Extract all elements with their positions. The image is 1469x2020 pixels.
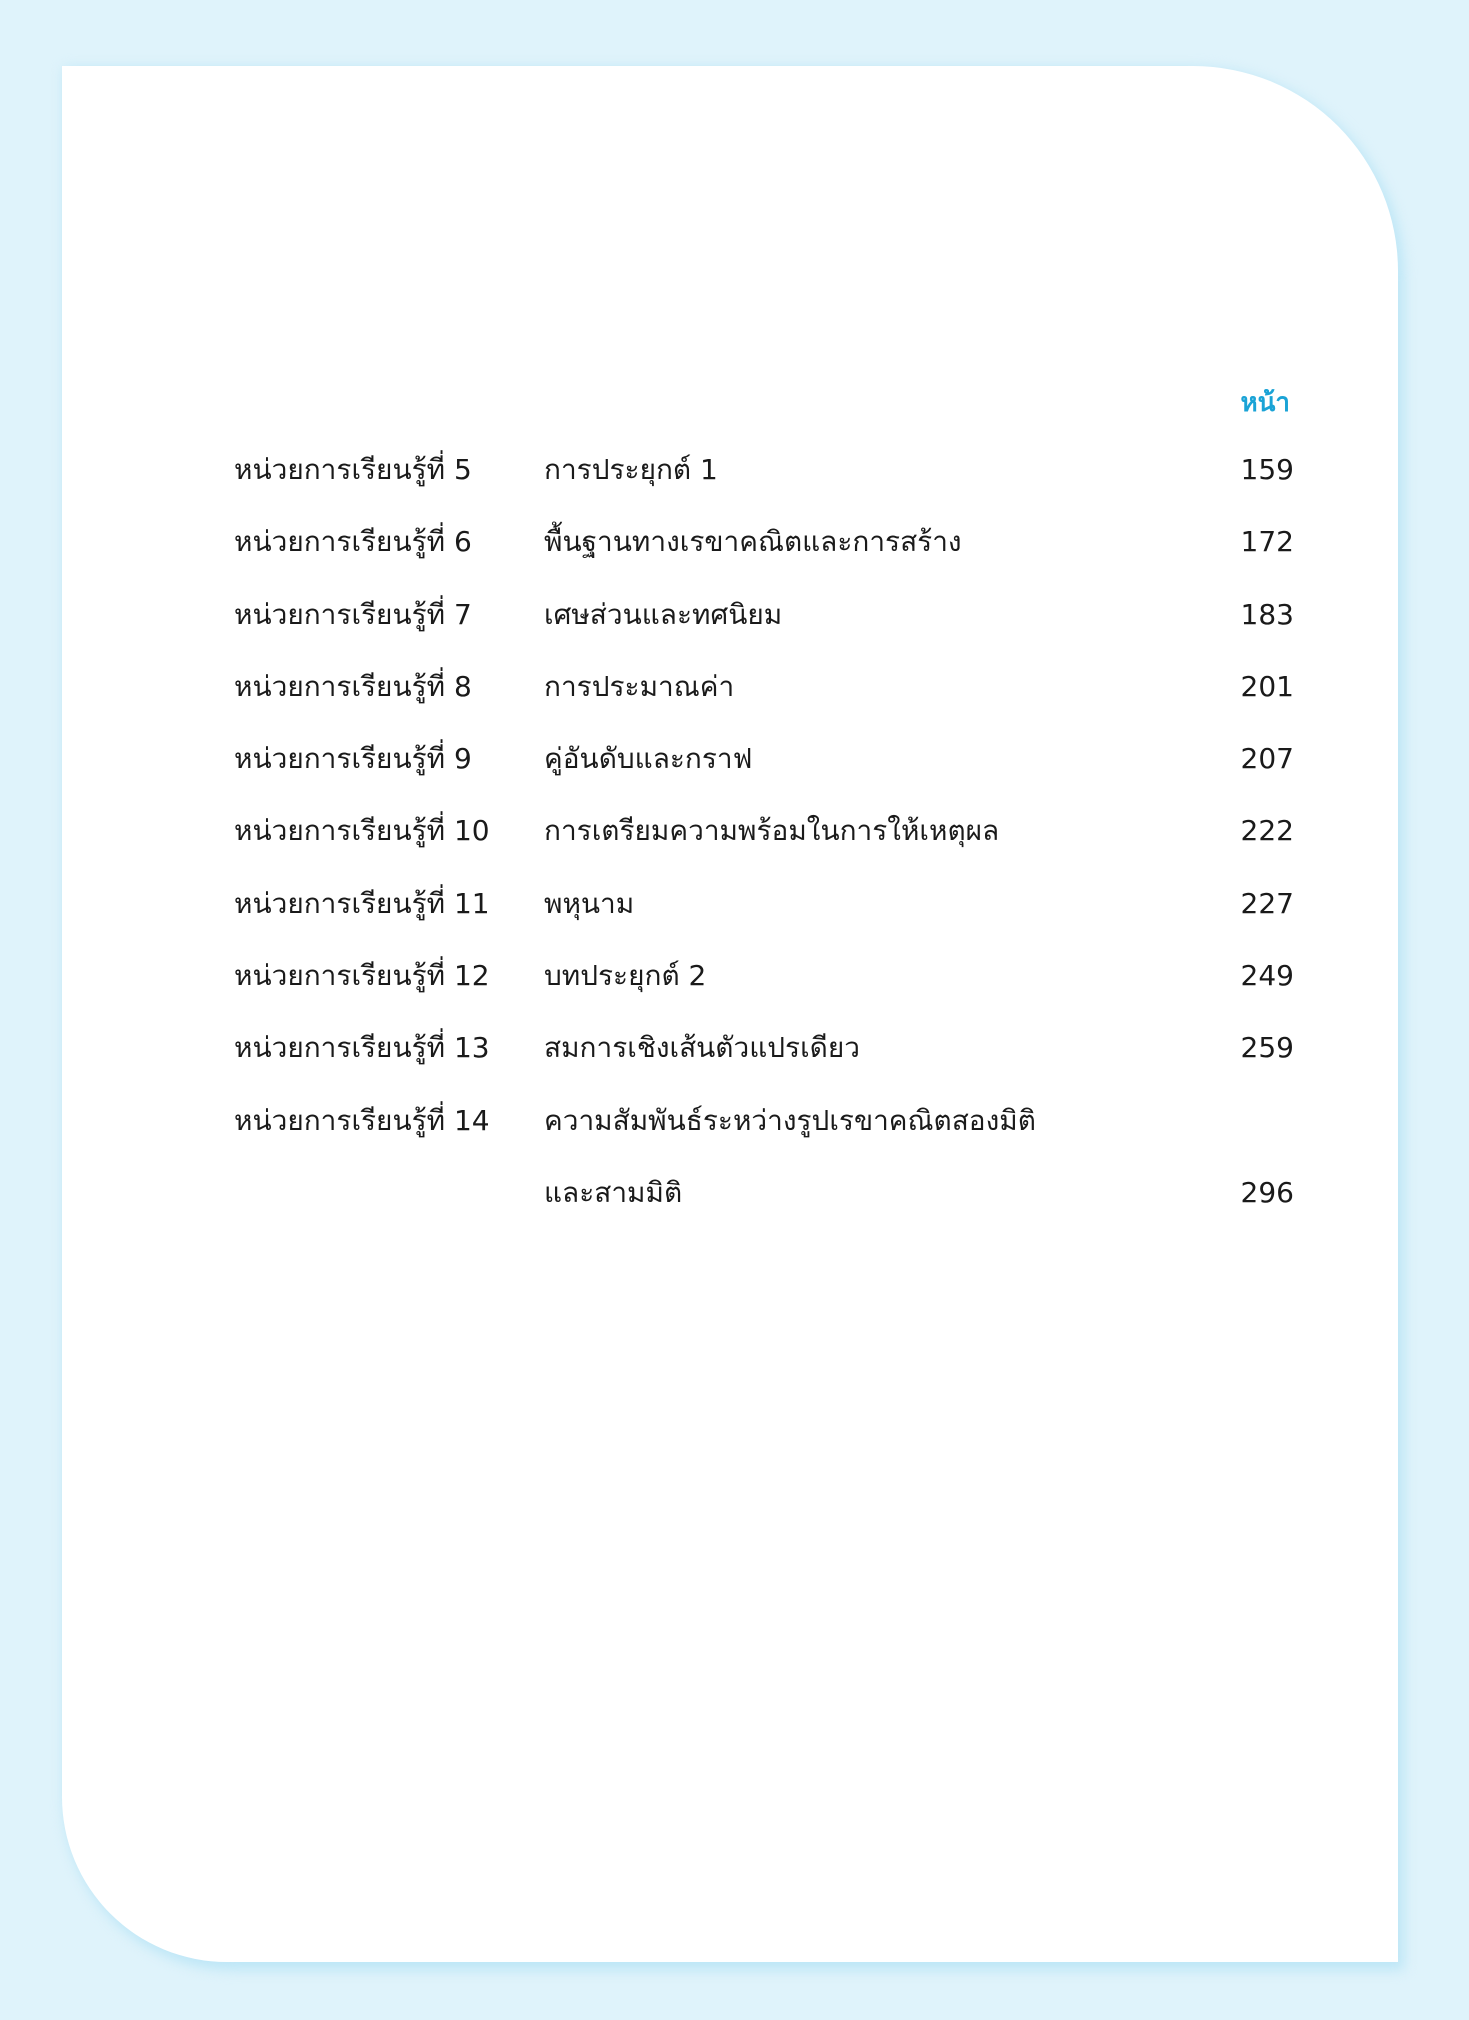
toc-entry-unit-6[interactable] [234,512,1294,584]
unit-title: การประมาณค่า [544,669,735,703]
page-number: 249 [1240,959,1294,993]
toc-entry-unit-10[interactable] [234,801,1294,873]
toc-entry-unit-11[interactable] [234,874,1294,946]
unit-label: หน่วยการเรียนรู้ที่ 12 [234,959,490,993]
unit-label: หน่วยการเรียนรู้ที่ 7 [234,597,472,631]
toc-entry-unit-5[interactable] [234,440,1294,512]
page-number: 259 [1240,1031,1294,1065]
page-number: 207 [1240,742,1294,776]
page-column-header: หน้า [1240,388,1290,418]
unit-label: หน่วยการเรียนรู้ที่ 9 [234,742,472,776]
unit-title: ความสัมพันธ์ระหว่างรูปเรขาคณิตสองมิติ [544,1103,1036,1137]
unit-title: และสามมิติ [544,1175,683,1209]
unit-label: หน่วยการเรียนรู้ที่ 11 [234,886,490,920]
toc-entry-unit-12[interactable] [234,946,1294,1018]
page-number: 201 [1240,669,1294,703]
unit-label: หน่วยการเรียนรู้ที่ 13 [234,1031,490,1065]
toc-entry-unit-9[interactable] [234,729,1294,801]
page-number: 222 [1240,814,1294,848]
unit-title: เศษส่วนและทศนิยม [544,597,783,631]
page-number: 159 [1240,453,1294,486]
unit-title: สมการเชิงเส้นตัวแปรเดียว [544,1031,860,1065]
toc-entry-unit-13[interactable] [234,1018,1294,1090]
toc-entry-unit-14[interactable] [234,1091,1294,1163]
page-number: 227 [1240,886,1294,920]
unit-title: พื้นฐานทางเรขาคณิตและการสร้าง [544,525,962,559]
toc-entry-unit-14-continued[interactable] [234,1163,1294,1235]
table-of-contents [234,440,1294,1235]
toc-entry-unit-7[interactable] [234,585,1294,657]
page-number: 172 [1240,525,1294,559]
unit-title: คู่อันดับและกราฟ [544,742,753,776]
unit-label: หน่วยการเรียนรู้ที่ 6 [234,525,472,559]
unit-label: หน่วยการเรียนรู้ที่ 10 [234,814,490,848]
toc-entry-unit-8[interactable] [234,657,1294,729]
unit-label: หน่วยการเรียนรู้ที่ 5 [234,453,472,486]
unit-label: หน่วยการเรียนรู้ที่ 8 [234,669,472,703]
page-number: 296 [1240,1175,1294,1209]
unit-label: หน่วยการเรียนรู้ที่ 14 [234,1103,490,1137]
unit-title: บทประยุกต์ 2 [544,959,707,993]
page-number: 183 [1240,597,1294,631]
unit-title: การเตรียมความพร้อมในการให้เหตุผล [544,814,1000,848]
unit-title: พหุนาม [544,886,635,920]
unit-title: การประยุกต์ 1 [544,453,718,486]
